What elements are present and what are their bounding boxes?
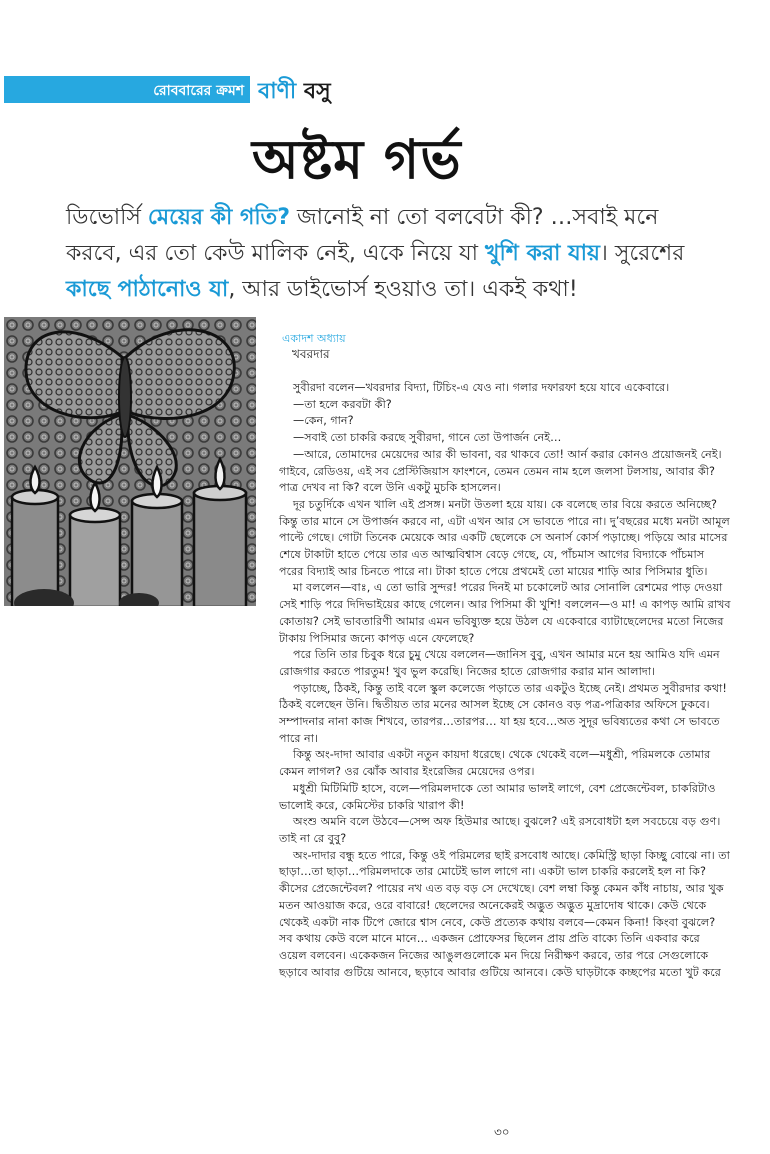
series-band bbox=[4, 76, 250, 103]
pull-quote-highlight: কাছে পাঠানোও যা bbox=[66, 277, 229, 302]
chapter-subheading: খবরদার bbox=[292, 347, 330, 361]
butterfly-candles-illustration bbox=[4, 317, 256, 606]
body-paragraph: —আরে, তোমাদের মেয়েদের আর কী ভাবনা, বর থাকবে তো! আর্ন করার কোনও প্রয়োজনই নেই। গাইবে, রেডিওয়, এই সব প্রেস্টিজিয়াস ফাংশনে, তেমন তেমন নাম হলে জলসা টলসায়, আবার কী? পাত্র দেখব না কি? বলে উনি একটু মুচকি হাসলেন। bbox=[279, 447, 722, 495]
pull-quote-highlight: মেয়ের কী গতি? bbox=[147, 205, 290, 230]
story-title: অষ্টম গর্ভ bbox=[252, 128, 462, 191]
pull-quote-text: ডিভোর্সি bbox=[66, 205, 148, 230]
pull-quote-text: জানোই না তো বলবেটা কী? …সবাই মনে করবে, এর তো কেউ মালিক নেই, একে নিয়ে যা bbox=[66, 205, 659, 266]
author-name bbox=[258, 74, 331, 111]
body-paragraph: পরে তিনি তার চিবুক ধরে চুমু খেয়ে বললেন—জানিস বুবু, এখন আমার মনে হয় আমিও যদি এমন রোজগার করতে পারতুম! খুব ভুল করেছি। নিজের হাতে রোজগার করার মান আলাদা। bbox=[279, 648, 720, 678]
body-paragraph: সুবীরদা বলেন—খবরদার বিদ্যা, টিচিং-এ যেও না। গলার দফারফা হয়ে যাবে একেবারে। bbox=[293, 381, 670, 394]
body-paragraph: অং-দাদার বন্ধু হতে পারে, কিন্তু ওই পরিমলের ছাই রসবোধ আছে। কেমিস্ট্রি ছাড়া কিচ্ছু বোঝে না। তা ছাড়া…তা ছাড়া…পরিমলদাকে তার মোটেই ভাল লাগে না। একটা ভাল চাকরি করলেই হল না কি? কীসের প্রেজেন্টেবল? পায়ের নখ এত বড় বড় সে দেখেছে। বেশ লম্বা কিন্তু কেমন কাঁধ নাচায়, আর খুক মতন আওয়াজ করে, ওরে বাবারে! ছেলেদের অনেকেরই অদ্ভুত অদ্ভুত মুদ্রাদোষ থাকে। কেউ থেকে থেকেই একটা নাক টিপে জোরে শ্বাস নেবে, কেউ প্রত্যেক কথায় বলবে—কেমন কিনা! কিংবা বুঝলে? সব কথায় কেউ বলে মানে মানে… একজন প্রোফেসর ছিলেন প্রায় প্রতি বাক্যে তিনি একবার করে ওয়েল বলবেন। একেকজন নিজের আঙুলগুলোকে মন দিয়ে নিরীক্ষণ করবে, তার পরে সেগুলোকে ছড়াবে আবার গুটিয়ে আনবে, ছড়াবে আবার গুটিয়ে আনবে। কেউ ঘাড়টাকে কচ্ছপের মতো খুট করে bbox=[279, 848, 730, 979]
pull-quote bbox=[66, 200, 706, 308]
pull-quote-highlight: খুশি করা যায় bbox=[485, 241, 600, 266]
body-paragraph: —সবাই তো চাকরি করছে সুবীরদা, গানে তো উপার্জন নেই… bbox=[293, 431, 562, 445]
body-paragraph: মা বললেন—বাঃ, এ তো ভারি সুন্দর! পরের দিনই মা চকোলেট আর সোনালি রেশমের পাড় দেওয়া সেই শাড়ি পরে দিদিভাইয়ের কাছে গেলেন। আর পিসিমা কী খুশি! বললেন—ও মা! এ কাপড় আমি রাখব কোতায়? সেই ভাবতারিণী আমার এমন ভবিষ্যুক্ত হয়ে উঠল যে একেবারে ব্যাটাছেলেদের মতো নিজের টাকায় পিসিমার জন্যে কাপড় এনে ফেলেছে? bbox=[279, 581, 731, 645]
body-paragraph: দূর চতুর্দিকে এখন খালি এই প্রসঙ্গ। মনটা উতলা হয়ে যায়। কে বলেছে তার বিয়ে করতে অনিচ্ছে? কিন্তু তার মানে সে উপার্জন করবে না, এটা এখন আর সে ভাবতে পারে না। দু’বছরের মধ্যে মনটা আমূল পাল্টে গেছে। গোটা তিনেক মেয়েকে আর একটি ছেলেকে সে অনার্স কোর্স পড়াচ্ছে। পড়িয়ে আর মাসের শেষে টাকাটা হাতে পেয়ে তার এত আত্মবিশ্বাস বেড়ে গেছে, যে, পাঁচমাস আগের বিদ্যাকে পাঁচমাস পরের বিদ্যাই আর চিনতে পারে না। টাকা হাতে পেয়ে প্রথমেই তো মায়ের শাড়ি আর পিসিমার ধুতি। bbox=[279, 497, 730, 578]
author-name-first: বাণী bbox=[258, 79, 297, 104]
body-paragraph: মধুশ্রী মিটিমিটি হাসে, বলে—পরিমলদাকে তো আমার ভালই লাগে, বেশ প্রেজেন্টেবল, চাকরিটাও ভালোই করে, কেমিস্টের চাকরি খারাপ কী! bbox=[279, 781, 716, 812]
author-name-last: বসু bbox=[303, 79, 331, 104]
body-paragraph: অংশু অমনি বলে উঠবে—সেন্স অফ হিউমার আছে। বুঝলে? এই রসবোধটা হল সবচেয়ে বড় গুণ। তাই না রে বুবু? bbox=[279, 815, 721, 845]
body-paragraph: —কেন, গান? bbox=[293, 414, 354, 428]
body-paragraph: —তা হলে করবটা কী? bbox=[293, 397, 392, 411]
series-label: রোববারের ক্রমশ bbox=[153, 83, 244, 99]
chapter-heading: একাদশ অধ্যায় bbox=[282, 332, 346, 345]
body-paragraph: পড়াচ্ছে, ঠিকই, কিন্তু তাই বলে স্কুল কলেজে পড়াতে তার একটুও ইচ্ছে নেই। প্রথমত সুবীরদার কথা! ঠিকই বলেছেন উনি। দ্বিতীয়ত তার মনের আসল ইচ্ছে সে কোনও বড় পত্র-পত্রিকার অফিসে ঢুকবে। সম্পাদনার নানা কাজ শিখবে, তারপর…তারপর… যা হয় হবে…অত সুদূর ভবিষ্যতের কথা সে ভাবতে পারে না। bbox=[279, 681, 727, 745]
body-paragraph: কিন্তু অং-দাদা আবার একটা নতুন কায়দা ধরেছে। থেকে থেকেই বলে—মধুশ্রী, পরিমলকে তোমার কেমন লাগল? ওর ঝোঁক আবার ইংরেজির মেয়েদের ওপর। bbox=[279, 748, 711, 779]
article-body bbox=[279, 380, 731, 981]
pull-quote-text: । সুরেশের bbox=[600, 241, 685, 266]
pull-quote-text: , আর ডাইভোর্স হওয়াও তা। একই কথা! bbox=[228, 277, 578, 302]
page-number: ৩০ bbox=[494, 1125, 510, 1139]
